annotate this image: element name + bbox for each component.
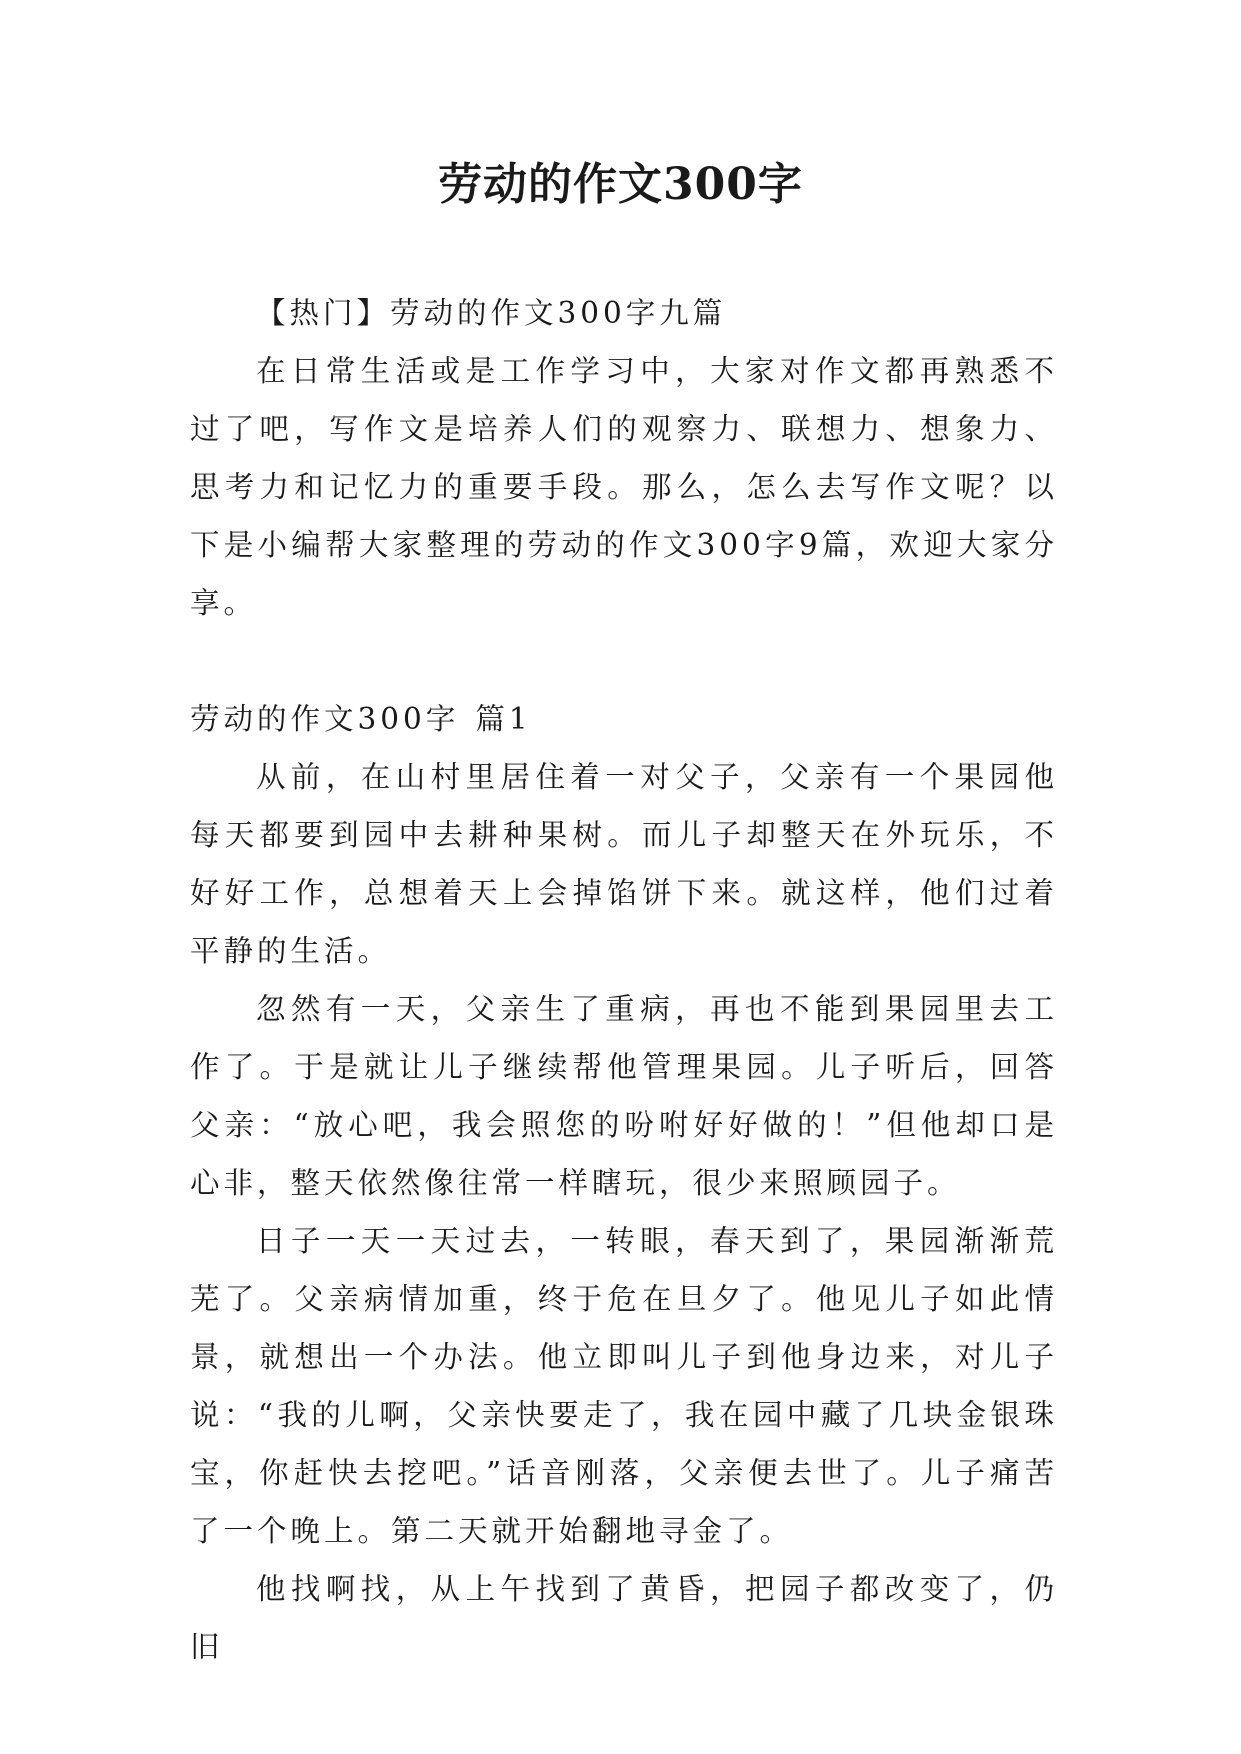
section-heading xyxy=(190,690,1058,748)
section-number: 篇1 xyxy=(475,702,532,736)
body-paragraph-2: 忽然有一天，父亲生了重病，再也不能到果园里去工作了。于是就让儿子继续帮他管理果园。儿子听后，回答父亲：“放心吧，我会照您的吩咐好好做的！”但他却口是心非，整天依然像往常一样瞎玩，很少来照顾园子。 xyxy=(190,992,1058,1200)
body-paragraph-3: 日子一天一天过去，一转眼，春天到了，果园渐渐荒芜了。父亲病情加重，终于危在旦夕了。他见儿子如此情景，就想出一个办法。他立即叫儿子到他身边来，对儿子说：“我的儿啊，父亲快要走了，我在园中藏了几块金银珠宝，你赶快去挖吧。”话音刚落，父亲便去世了。儿子痛苦了一个晚上。第二天就开始翻地寻金了。 xyxy=(190,1224,1058,1548)
section-title: 劳动的作文300字 xyxy=(190,702,460,736)
body-paragraph-1: 从前，在山村里居住着一对父子，父亲有一个果园他每天都要到园中去耕种果树。而儿子却整天在外玩乐，不好好工作，总想着天上会掉馅饼下来。就这样，他们过着平静的生活。 xyxy=(190,760,1058,968)
header-line: 【热门】劳动的作文300字九篇 xyxy=(256,296,727,330)
body-paragraph-4: 他找啊找，从上午找到了黄昏，把园子都改变了，仍旧 xyxy=(190,1572,1058,1664)
document-title: 劳动的作文300字 xyxy=(438,159,803,210)
intro-paragraph: 在日常生活或是工作学习中，大家对作文都再熟悉不过了吧，写作文是培养人们的观察力、联想力、想象力、思考力和记忆力的重要手段。那么，怎么去写作文呢？以下是小编帮大家整理的劳动的作文300字9篇，欢迎大家分享。 xyxy=(190,354,1058,620)
document-body xyxy=(190,284,1058,1676)
